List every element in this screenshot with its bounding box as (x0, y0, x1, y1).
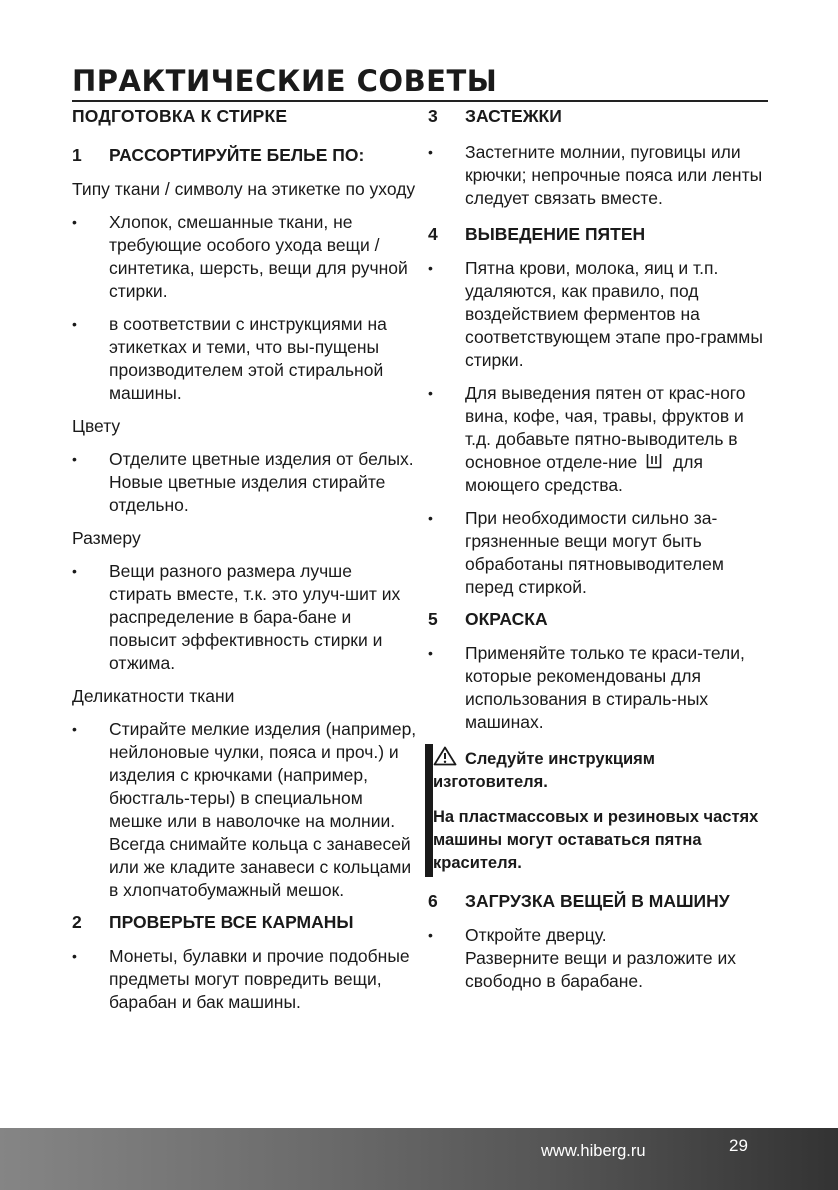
section-1-heading (72, 145, 417, 166)
list-item: • Застегните молнии, пуговицы или крючки; непрочные пояса или ленты следует связать вместе. (428, 142, 763, 208)
left-column (72, 102, 417, 1024)
section-number: 4 (428, 224, 438, 244)
group-label-size: Размеру (72, 528, 141, 548)
section-number: 5 (428, 609, 438, 629)
page-title: ПРАКТИЧЕСКИЕ СОВЕТЫ (72, 64, 498, 98)
bullet-icon: • (72, 563, 77, 579)
list-item: • Откройте дверцу. Разверните вещи и разложите их свободно в барабане. (428, 925, 737, 991)
section-number: 1 (72, 145, 82, 165)
group-label-delicacy: Деликатности ткани (72, 686, 235, 706)
warning-box (425, 744, 773, 877)
list-item: • Пятна крови, молока, яиц и т.п. удаляются, как правило, под воздействием ферментов на соответствующем этапе про-граммы стирки. (428, 258, 763, 370)
page-number: 29 (729, 1136, 748, 1155)
bullet-icon: • (72, 948, 77, 964)
bullet-icon: • (428, 510, 433, 526)
group-label-fabric-type: Типу ткани / символу на этикетке по уходу (72, 179, 416, 199)
bullet-icon: • (72, 721, 77, 737)
bullet-icon: • (428, 927, 433, 943)
bullet-icon: • (72, 214, 77, 230)
detergent-compartment-icon (646, 453, 662, 469)
list-item: • Вещи разного размера лучше стирать вместе, т.к. это улуч-шит их распределение в бара-бане и повысит эффективность стирки и отжима. (72, 561, 401, 673)
bullet-icon: • (72, 451, 77, 467)
section-title: ЗАГРУЗКА ВЕЩЕЙ В МАШИНУ (465, 891, 730, 911)
list-item: • Стирайте мелкие изделия (например, нейлоновые чулки, пояса и проч.) и изделия с крючками (например, бюстгаль-теры) в специальном мешке или в наволочке на молнии. Всегда снимайте кольца с занавесей или же кладите занавеси с кольцами в хлопчатобумажный мешок. (72, 719, 417, 900)
bullet-icon: • (72, 316, 77, 332)
list-item: • Хлопок, смешанные ткани, не требующие особого ухода вещи / синтетика, шерсть, вещи для ручной стирки. (72, 212, 408, 301)
section-3-heading (428, 106, 773, 127)
section-number: 3 (428, 106, 438, 126)
section-2-heading (72, 912, 417, 933)
bullet-icon: • (428, 144, 433, 160)
section-6-heading (428, 891, 773, 912)
section-title: ЗАСТЕЖКИ (465, 106, 562, 126)
website-link[interactable]: www.hiberg.ru (541, 1142, 646, 1160)
group-label-color: Цвету (72, 416, 121, 436)
bullet-icon: • (428, 645, 433, 661)
section-title: РАССОРТИРУЙТЕ БЕЛЬЕ ПО: (109, 145, 365, 165)
section-4-heading (428, 224, 773, 245)
page-footer (0, 1128, 838, 1190)
warning-line-2: На пластмассовых и резиновых частях машины могут оставаться пятна красителя. (433, 808, 759, 872)
section-title: ОКРАСКА (465, 609, 548, 629)
list-item: • Для выведения пятен от крас-ного вина, кофе, чая, травы, фруктов и т.д. добавьте пятно-выводитель в основное отделе-ние для моющего средства. (428, 383, 746, 495)
section-title: ПРОВЕРЬТЕ ВСЕ КАРМАНЫ (109, 912, 354, 932)
list-item: • При необходимости сильно за-грязненные вещи могут быть обработаны пятновыводителем перед стиркой. (428, 508, 724, 597)
section-5-heading (428, 609, 773, 630)
list-item: • в соответствии с инструкциями на этикетках и теми, что вы-пущены производителем этой стиральной машины. (72, 314, 387, 403)
section-number: 2 (72, 912, 82, 932)
bullet-icon: • (428, 385, 433, 401)
section-title: ВЫВЕДЕНИЕ ПЯТЕН (465, 224, 646, 244)
warning-line-1: Следуйте инструкциям изготовителя. (433, 750, 655, 791)
section-number: 6 (428, 891, 438, 911)
right-column (428, 102, 773, 1003)
section-subtitle: ПОДГОТОВКА К СТИРКЕ (72, 106, 288, 126)
warning-triangle-icon (433, 746, 457, 766)
list-item: • Отделите цветные изделия от белых. Новые цветные изделия стирайте отдельно. (72, 449, 414, 515)
list-item: • Применяйте только те краси-тели, которые рекомендованы для использования в стираль-ных машинах. (428, 643, 745, 732)
bullet-icon: • (428, 260, 433, 276)
list-item: • Монеты, булавки и прочие подобные предметы могут повредить вещи, барабан и бак машины. (72, 946, 410, 1012)
